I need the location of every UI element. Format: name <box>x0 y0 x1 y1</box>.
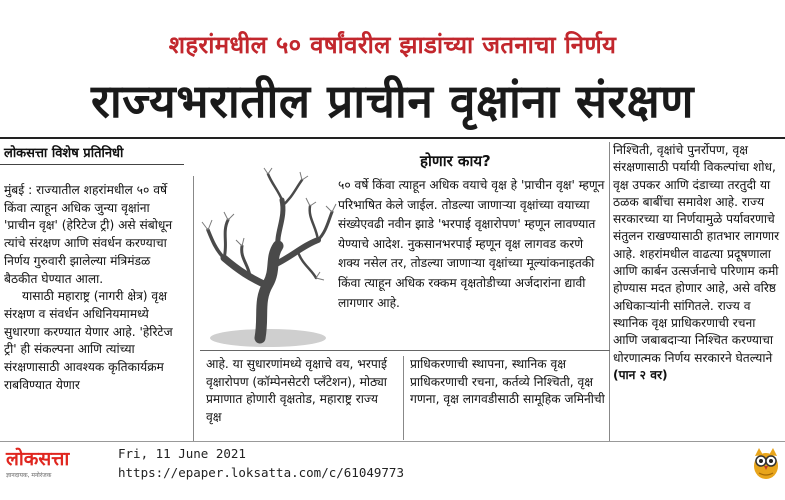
owl-icon <box>752 446 780 480</box>
article-column-right <box>613 142 783 384</box>
column-divider-lower <box>403 356 404 440</box>
logo-text: लोकसत्ता <box>6 448 70 470</box>
edition-url[interactable]: https://epaper.loksatta.com/c/61049773 <box>118 465 404 480</box>
loksatta-logo <box>6 445 114 479</box>
byline-rule <box>0 164 184 165</box>
column-divider <box>193 176 194 441</box>
kicker-headline: शहरांमधील ५० वर्षांवरील झाडांच्या जतनाचा निर्णय <box>168 31 617 59</box>
lower-rule <box>200 350 610 351</box>
article-column-1 <box>4 182 182 394</box>
box-title: होणार काय? <box>420 152 491 170</box>
paragraph-1: मुंबई : राज्यातील शहरांमधील ५० वर्षे किंवा त्याहून अधिक जुन्या वृक्षांना 'प्राचीन वृक्ष' (हेरिटेज ट्री) असे संबोधून त्यांचे संरक्षण आणि संवर्धन करण्याचा निर्णय गुरुवारी झालेल्या मंत्रिमंडळ बैठकीत घेण्यात आला. <box>4 183 173 286</box>
main-headline: राज्यभरातील प्राचीन वृक्षांना संरक्षण <box>91 74 694 128</box>
headline-rule <box>0 137 785 139</box>
box-text: ५० वर्षे किंवा त्याहून अधिक वयाचे वृक्ष हे 'प्राचीन वृक्ष' म्हणून परिभाषित केले जाईल. तोडल्या जाणाऱ्या वृक्षांच्या वयाच्या संख्येएवढी नवीन झाडे 'भरपाई वृक्षारोपण' म्हणून लावण्यात येण्याचे आदेश. नुकसानभरपाई म्हणून वृक्ष लागवड करणे शक्य नसेल तर, तोडल्या जाणाऱ्या वृक्षांच्या मूल्यांकनाइतकी किंवा त्याहून अधिक रक्कम वृक्षतोडीच्या अर्जदारांना द्यावी लागणार आहे. <box>338 178 605 310</box>
footer-rule <box>0 441 785 442</box>
tree-illustration <box>198 166 338 350</box>
right-column-text: निश्चिती, वृक्षांचे पुनर्रोपण, वृक्ष संरक्षणासाठी पर्यायी विकल्पांचा शोध, वृक्ष उपकर आणि दंडाच्या तरतुदी या ठळक बाबींचा समावेश आहे. राज्य सरकारच्या या निर्णयामुळे पर्यावरणाचे संतुलन राखण्यासाठी हातभार लागणार आहे. शहरांमधील वाढत्या प्रदूषणाला आणि कार्बन उत्सर्जनाचे परिणाम कमी होण्यास मदत होणार आहे, असे वरिष्ठ अधिकाऱ्यांनी सांगितले. राज्य व स्थानिक वृक्ष प्राधिकरणाची रचना आणि जबाबदाऱ्या निश्चित करण्याचा धोरणात्मक निर्णय सरकारने घेतल्याने <box>613 143 780 365</box>
column-divider-right <box>609 142 610 442</box>
paragraph-2: यासाठी महाराष्ट्र (नागरी क्षेत्र) वृक्ष संरक्षण व संवर्धन अधिनियमामध्ये सुधारणा करण्यात येणार आहे. 'हेरिटेज ट्री' ही संकल्पना आणि त्यांच्या संरक्षणासाठी आवश्यक कृतिकार्यक्रम राबविण्यात येणार <box>4 289 173 392</box>
article-column-2: आहे. या सुधारणांमध्ये वृक्षाचे वय, भरपाई वृक्षारोपण (कॉम्पेनसेटरी प्लँटेशन), मोठ्या प्रमाणात होणारी वृक्षतोड, महाराष्ट्र राज्य वृक्ष <box>206 357 387 424</box>
byline: लोकसत्ता विशेष प्रतिनिधी <box>4 146 124 161</box>
article-column-3: प्राधिकरणाची स्थापना, स्थानिक वृक्ष प्राधिकरणाची रचना, कर्तव्ये निश्चिती, वृक्ष गणना, वृक्ष लागवडीसाठी सामूहिक जमिनीची <box>410 357 605 407</box>
logo-tagline: ज्ञानदायक, मनोरंजक <box>6 472 52 479</box>
continued-marker: (पान २ वर) <box>613 367 668 382</box>
edition-date: Fri, 11 June 2021 <box>118 446 246 461</box>
